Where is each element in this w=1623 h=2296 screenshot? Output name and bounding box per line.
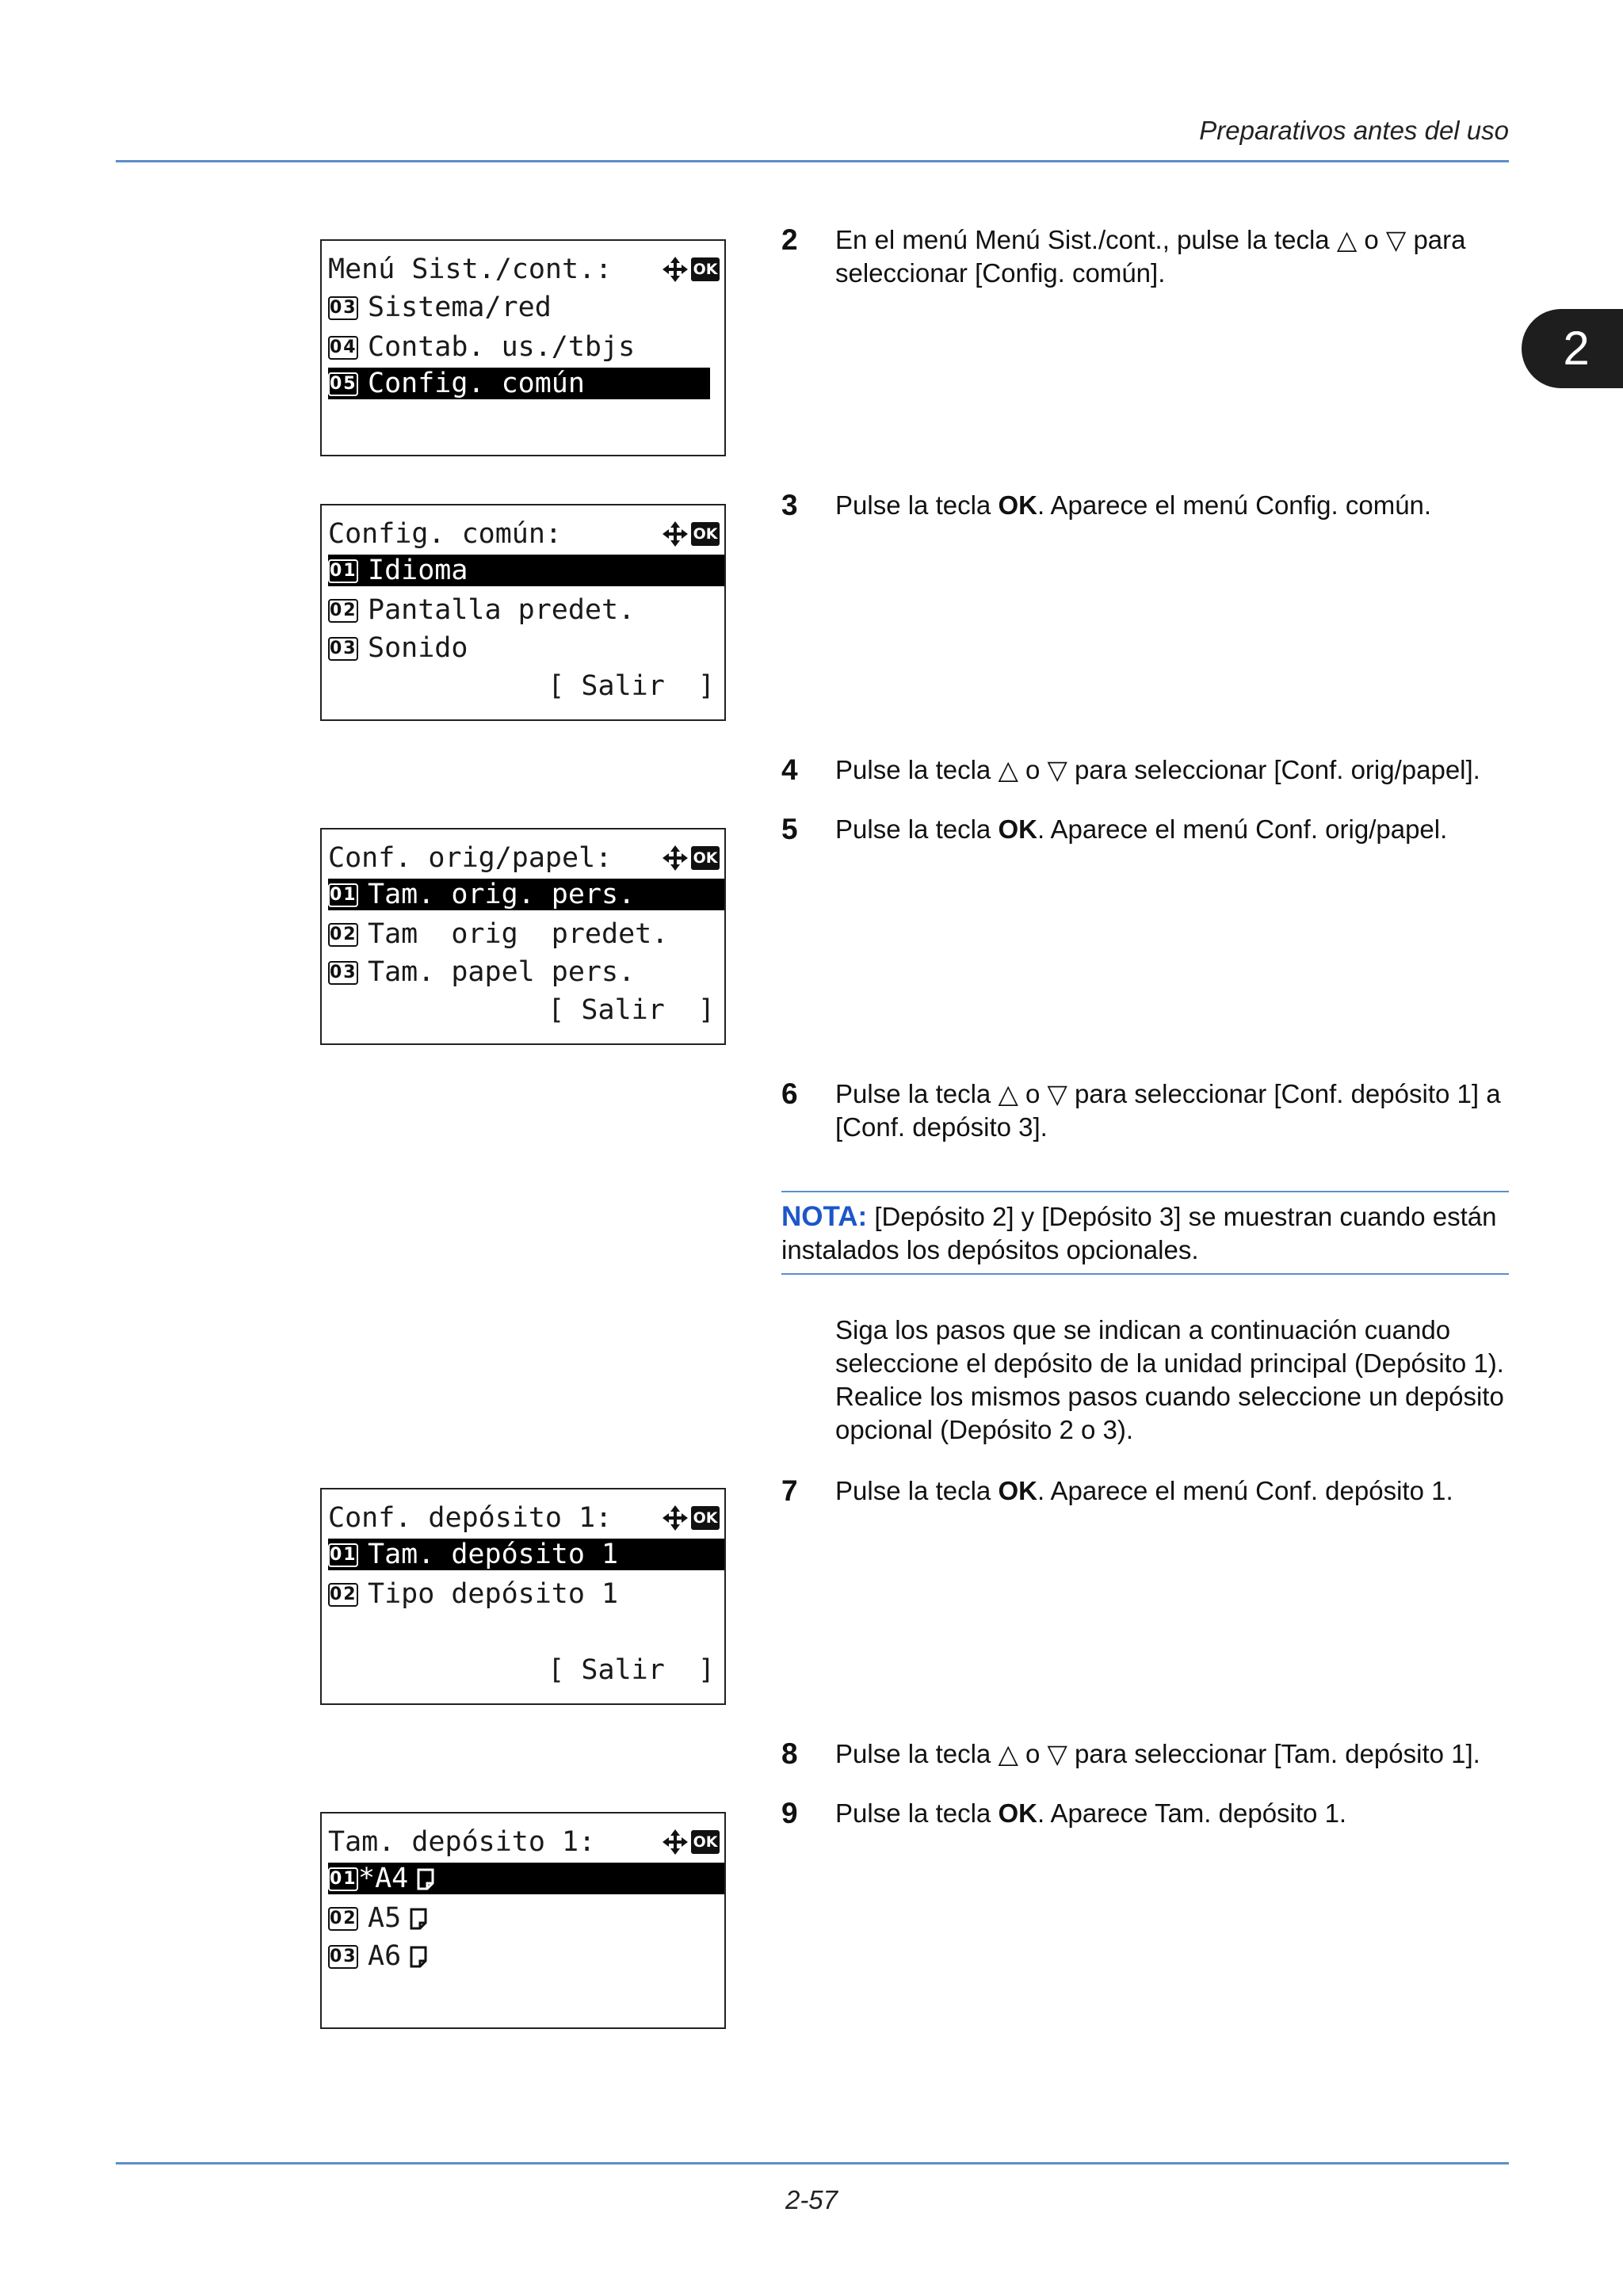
step-text-content: Pulse la tecla △ o ▽ para seleccionar [Conf. depósito 1] a [Conf. depósito 3]. — [835, 1079, 1501, 1142]
item-label: Tam. depósito 1 — [368, 1539, 619, 1570]
item-number: 03 — [328, 1945, 358, 1969]
ok-key-label: OK — [998, 814, 1037, 844]
exit-softkey: [ Salir ] — [548, 994, 715, 1026]
step-text — [835, 1474, 1509, 1508]
lcd-row-selected — [328, 368, 710, 399]
lcd-screen-config-comun — [320, 504, 726, 721]
step-4 — [781, 753, 1509, 787]
portrait-page-icon — [416, 1867, 435, 1891]
nav-ok-indicator — [661, 518, 720, 550]
running-header: Preparativos antes del uso — [1199, 116, 1509, 145]
item-number: 01 — [328, 559, 358, 583]
step-text-content: Pulse la tecla △ o ▽ para seleccionar [Tam. depósito 1]. — [835, 1739, 1480, 1768]
item-number: 05 — [328, 372, 358, 396]
step-9 — [781, 1797, 1509, 1830]
step-text — [835, 1797, 1509, 1830]
step-text — [835, 1077, 1509, 1144]
note-text: [Depósito 2] y [Depósito 3] se muestran cuando están instalados los depósitos opcionales. — [781, 1202, 1497, 1264]
lcd-screen-conf-deposito-1 — [320, 1488, 726, 1705]
step-text-content: Pulse la tecla △ o ▽ para seleccionar [Conf. orig/papel]. — [835, 755, 1480, 784]
item-label: Sistema/red — [368, 292, 552, 323]
note-label: NOTA: — [781, 1201, 868, 1232]
step-text-content: Pulse la tecla — [835, 490, 999, 520]
item-label: Tam. papel pers. — [368, 956, 636, 988]
lcd-row-selected — [328, 555, 724, 586]
nav-ok-indicator — [661, 254, 720, 285]
step-text-content: . Aparece el menú Config. común. — [1037, 490, 1432, 520]
step-8 — [781, 1737, 1509, 1771]
step-text-content: . Aparece el menú Conf. depósito 1. — [1037, 1476, 1453, 1505]
lcd-screen-conf-orig-papel — [320, 828, 726, 1045]
item-number: 01 — [328, 1543, 358, 1567]
four-way-arrow-icon — [661, 1828, 689, 1856]
ok-key-label: OK — [998, 490, 1037, 520]
four-way-arrow-icon — [661, 844, 689, 872]
step-number: 4 — [781, 753, 798, 786]
step-text — [835, 489, 1509, 522]
item-label: Idioma — [368, 555, 468, 586]
step-number: 9 — [781, 1797, 798, 1829]
nav-ok-indicator — [661, 842, 720, 874]
item-number: 03 — [328, 296, 358, 320]
portrait-page-icon — [409, 1907, 428, 1931]
lcd-row — [328, 331, 724, 363]
portrait-page-icon — [409, 1945, 428, 1969]
nav-ok-indicator — [661, 1502, 720, 1534]
header-rule — [116, 160, 1509, 162]
lcd-title: Conf. depósito 1: — [328, 1502, 613, 1534]
item-label: Pantalla predet. — [368, 594, 636, 626]
item-number: 02 — [328, 923, 358, 947]
lcd-row — [328, 1902, 724, 1934]
item-number: 04 — [328, 336, 358, 360]
chapter-tab: 2 — [1522, 309, 1623, 388]
step-5 — [781, 813, 1509, 846]
step-text-content: En el menú Menú Sist./cont., pulse la tecla △ o ▽ para seleccionar [Config. común]. — [835, 225, 1466, 288]
step-text — [835, 223, 1509, 290]
item-label: Tam. orig. pers. — [368, 879, 636, 910]
note-box — [781, 1191, 1509, 1275]
step-number: 7 — [781, 1474, 798, 1507]
item-number: 02 — [328, 1907, 358, 1931]
exit-softkey: [ Salir ] — [548, 1654, 715, 1686]
page-number: 2-57 — [785, 2185, 838, 2214]
ok-icon: OK — [691, 846, 720, 870]
lcd-title: Config. común: — [328, 518, 563, 550]
item-number: 01 — [328, 1867, 358, 1891]
item-label: Tam orig predet. — [368, 918, 669, 950]
instruction-paragraph: Siga los pasos que se indican a continuación cuando seleccione el depósito de la unidad principal (Depósito 1). Realice los mismos pasos cuando seleccione un depósito opcional (Depósito 2 o 3). — [835, 1315, 1504, 1444]
step-text-content: Pulse la tecla — [835, 1798, 999, 1828]
lcd-title: Tam. depósito 1: — [328, 1826, 596, 1858]
lcd-row — [328, 632, 724, 664]
lcd-row — [328, 918, 724, 950]
step-text — [835, 753, 1509, 787]
ok-icon: OK — [691, 522, 720, 546]
lcd-screen-tam-deposito-1 — [320, 1812, 726, 2029]
ok-icon: OK — [691, 1506, 720, 1530]
item-number: 02 — [328, 599, 358, 623]
item-label: A6 — [368, 1940, 402, 1972]
four-way-arrow-icon — [661, 1504, 689, 1532]
step-2 — [781, 223, 1509, 290]
lcd-row — [328, 292, 724, 323]
nav-ok-indicator — [661, 1826, 720, 1858]
lcd-row — [328, 956, 724, 988]
step-text-content: . Aparece el menú Conf. orig/papel. — [1037, 814, 1448, 844]
lcd-row-selected — [328, 1863, 724, 1894]
ok-key-label: OK — [998, 1798, 1037, 1828]
ok-key-label: OK — [998, 1476, 1037, 1505]
four-way-arrow-icon — [661, 520, 689, 548]
step-text-content: . Aparece Tam. depósito 1. — [1037, 1798, 1347, 1828]
footer-rule — [116, 2162, 1509, 2164]
step-number: 6 — [781, 1077, 798, 1110]
lcd-row — [328, 1578, 724, 1610]
step-text-content: Pulse la tecla — [835, 1476, 999, 1505]
step-number: 5 — [781, 813, 798, 845]
lcd-title: Conf. orig/papel: — [328, 842, 613, 874]
item-number: 02 — [328, 1583, 358, 1607]
item-label: Tipo depósito 1 — [368, 1578, 619, 1610]
item-number: 01 — [328, 883, 358, 907]
step-number: 3 — [781, 489, 798, 521]
step-text — [835, 813, 1509, 846]
exit-softkey: [ Salir ] — [548, 670, 715, 702]
item-number: 03 — [328, 961, 358, 985]
step-number: 8 — [781, 1737, 798, 1770]
step-3 — [781, 489, 1509, 522]
item-label: A5 — [368, 1902, 402, 1934]
step-number: 2 — [781, 223, 798, 256]
step-7 — [781, 1474, 1509, 1508]
item-label: Config. común — [368, 368, 585, 399]
lcd-screen-menu-sist — [320, 239, 726, 456]
item-number: 03 — [328, 637, 358, 661]
step-text-content: Pulse la tecla — [835, 814, 999, 844]
four-way-arrow-icon — [661, 255, 689, 284]
step-6 — [781, 1077, 1509, 1144]
lcd-title: Menú Sist./cont.: — [328, 254, 613, 285]
lcd-row-selected — [328, 879, 724, 910]
item-label: Contab. us./tbjs — [368, 331, 636, 363]
ok-icon: OK — [691, 1830, 720, 1854]
step-text — [835, 1737, 1509, 1771]
lcd-row — [328, 594, 724, 626]
lcd-row-selected — [328, 1539, 724, 1570]
item-label: *A4 — [358, 1863, 409, 1894]
lcd-row — [328, 1940, 724, 1972]
item-label: Sonido — [368, 632, 468, 664]
ok-icon: OK — [691, 257, 720, 281]
